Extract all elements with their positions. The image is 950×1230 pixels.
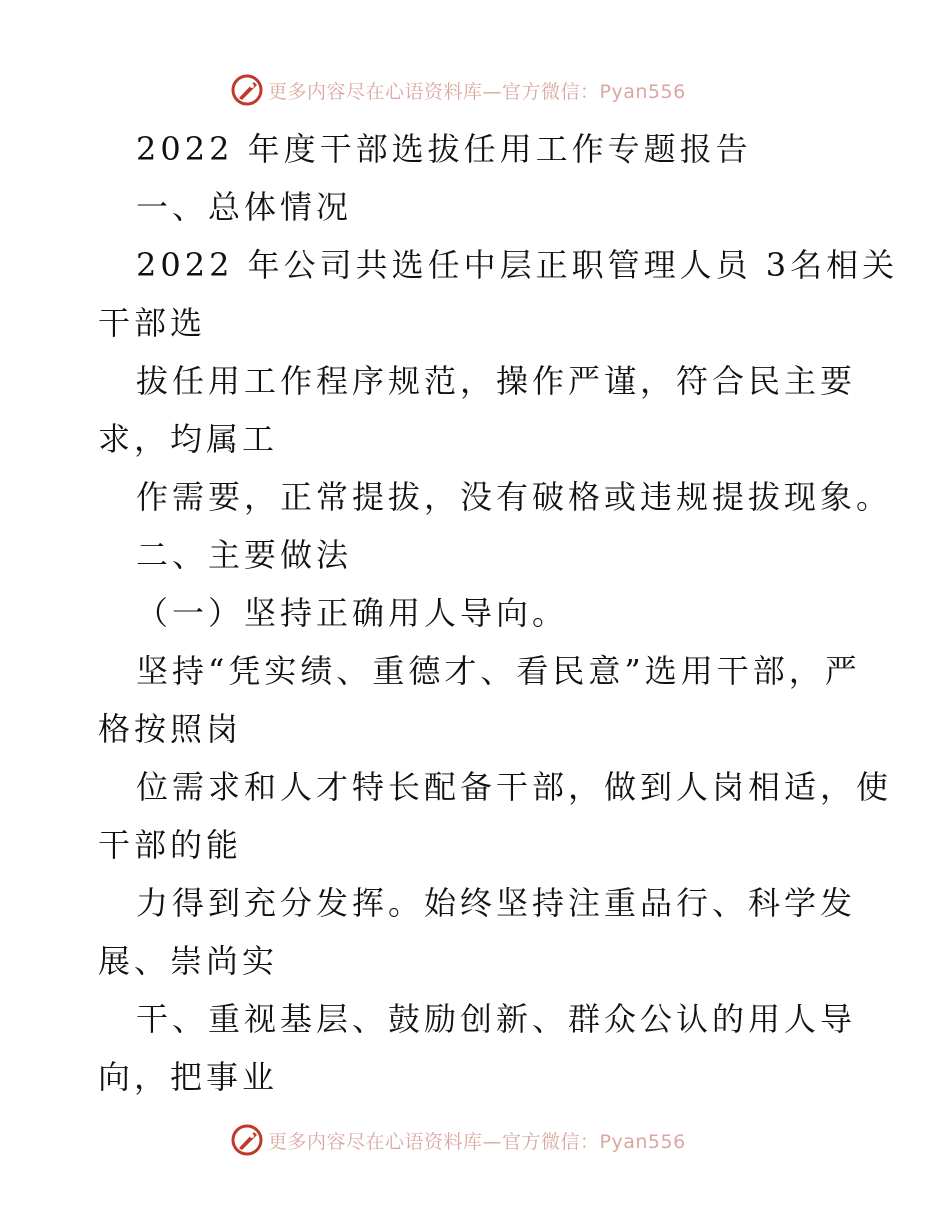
section-heading: 一、总体情况 [136,188,353,226]
paragraph-line: 位需求和人才特长配备干部，做到人岗相适，使 [136,768,893,806]
pen-logo-icon [230,73,264,107]
banner-text: 更多内容尽在心语资料库—官方微信：Pyan556 [268,1130,686,1153]
paragraph-line: 展、崇尚实 [98,942,279,980]
header-banner [230,72,750,108]
paragraph-line: 求，均属工 [98,420,279,458]
paragraph-line: 作需要，正常提拔，没有破格或违规提拔现象。 [136,478,893,516]
document-title: 2022 年度干部选拔任用工作专题报告 [136,130,752,168]
pen-logo-icon [230,1123,264,1157]
banner-text: 更多内容尽在心语资料库—官方微信：Pyan556 [268,80,686,103]
paragraph-line: 干部的能 [98,826,243,864]
paragraph-line: 2022 年公司共选任中层正职管理人员 3名相关 [136,246,899,284]
paragraph-line: 干、重视基层、鼓励创新、群众公认的用人导 [136,1000,857,1038]
paragraph-line: 坚持“凭实绩、重德才、看民意”选用干部，严 [136,652,861,690]
paragraph-line: 向，把事业 [98,1058,279,1096]
paragraph-line: 干部选 [98,304,207,342]
paragraph-line: 格按照岗 [98,710,243,748]
paragraph-line: 拔任用工作程序规范，操作严谨，符合民主要 [136,362,857,400]
paragraph-line: 力得到充分发挥。始终坚持注重品行、科学发 [136,884,857,922]
footer-banner [230,1122,750,1158]
section-heading: 二、主要做法 [136,536,353,574]
subsection-heading: （一）坚持正确用人导向。 [136,594,569,632]
document-body [98,120,899,1106]
